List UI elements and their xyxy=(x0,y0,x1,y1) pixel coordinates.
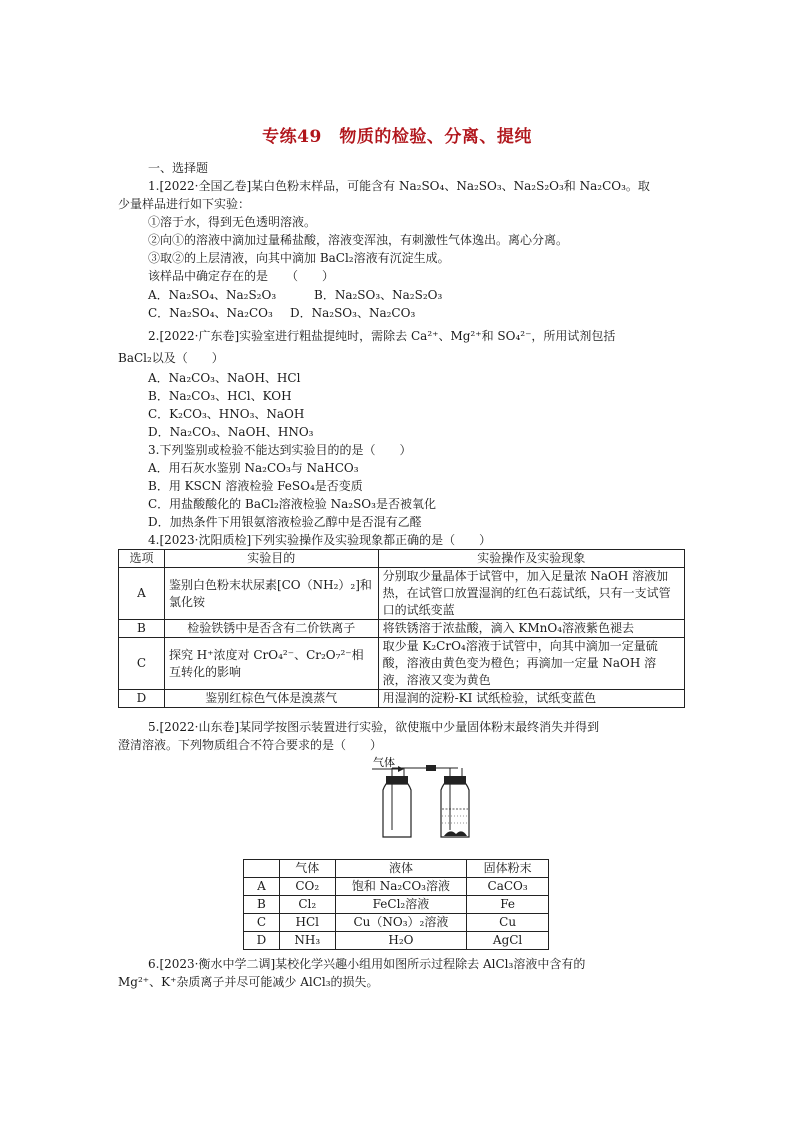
q3-option-b[interactable]: B．用 KSCN 溶液检验 FeSO₄是否变质 xyxy=(148,479,363,493)
q1-option-c[interactable]: C．Na₂SO₄、Na₂CO₃ xyxy=(148,306,273,320)
q3-option-a[interactable]: A．用石灰水鉴别 Na₂CO₃与 NaHCO₃ xyxy=(148,461,359,475)
q1-option-d[interactable]: D．Na₂SO₃、Na₂CO₃ xyxy=(290,306,416,320)
q5-row-gas: CO₂ xyxy=(279,878,335,896)
q6-stem-line1: 6.[2023·衡水中学二调]某校化学兴趣小组用如图所示过程除去 AlCl₃溶液中含有的 xyxy=(148,957,586,971)
q4-header-operation: 实验操作及实验现象 xyxy=(378,550,684,568)
q4-stem: 4.[2023·沈阳质检]下列实验操作及实验现象都正确的是（ ） xyxy=(148,533,492,547)
q2-option-a[interactable]: A．Na₂CO₃、NaOH、HCl xyxy=(148,371,301,385)
q5-row-label: C xyxy=(244,914,280,932)
q5-row-solid: Fe xyxy=(467,896,549,914)
arrow-head-icon xyxy=(398,766,404,772)
q4-row-label: C xyxy=(119,638,165,690)
q4-row-purpose: 鉴别红棕色气体是溴蒸气 xyxy=(164,690,378,708)
q1-stem-line2: 少量样品进行如下实验： xyxy=(118,197,251,211)
q6-stem-line2: Mg²⁺、K⁺杂质离子并尽可能减少 AlCl₃的损失。 xyxy=(118,975,379,989)
q1-step3: ③取②的上层清液，向其中滴加 BaCl₂溶液有沉淀生成。 xyxy=(148,251,450,265)
q5-row-c[interactable] xyxy=(244,914,549,932)
q1-stem-line1: 1.[2022·全国乙卷]某白色粉末样品，可能含有 Na₂SO₄、Na₂SO₃、Na₂S₂O₃和 Na₂CO₃。取 xyxy=(148,179,650,193)
q4-row-purpose: 探究 H⁺浓度对 CrO₄²⁻、Cr₂O₇²⁻相互转化的影响 xyxy=(164,638,378,690)
q4-row-operation: 将铁锈溶于浓盐酸，滴入 KMnO₄溶液紫色褪去 xyxy=(378,620,684,638)
q5-row-b[interactable] xyxy=(244,896,549,914)
q2-option-c[interactable]: C．K₂CO₃、HNO₃、NaOH xyxy=(148,407,305,421)
q5-row-liquid: FeCl₂溶液 xyxy=(335,896,467,914)
q4-row-label: B xyxy=(119,620,165,638)
q4-row-b[interactable] xyxy=(119,620,685,638)
q5-row-gas: Cl₂ xyxy=(279,896,335,914)
q1-option-b[interactable]: B．Na₂SO₃、Na₂S₂O₃ xyxy=(314,288,443,302)
q1-option-a[interactable]: A．Na₂SO₄、Na₂S₂O₃ xyxy=(148,288,277,302)
q2-stem-line1: 2.[2022·广东卷]实验室进行粗盐提纯时，需除去 Ca²⁺、Mg²⁺和 SO₄²⁻，所用试剂包括 xyxy=(148,329,616,343)
q4-row-operation: 分别取少量晶体于试管中，加入足量浓 NaOH 溶液加热，在试管口放置湿润的红色石蕊试纸，只有一支试管口的试纸变蓝 xyxy=(378,568,684,620)
q4-row-a[interactable] xyxy=(119,568,685,620)
q5-stem-line1: 5.[2022·山东卷]某同学按图示装置进行实验，欲使瓶中少量固体粉末最终消失并得到 xyxy=(148,720,600,734)
q4-row-operation: 取少量 K₂CrO₄溶液于试管中，向其中滴加一定量硫酸，溶液由黄色变为橙色；再滴加一定量 NaOH 溶液，溶液又变为黄色 xyxy=(378,638,684,690)
q4-row-d[interactable] xyxy=(119,690,685,708)
q2-stem-line2: BaCl₂以及（ ） xyxy=(118,351,224,365)
q4-row-label: D xyxy=(119,690,165,708)
q2-option-d[interactable]: D．Na₂CO₃、NaOH、HNO₃ xyxy=(148,425,314,439)
section-heading: 一、选择题 xyxy=(148,161,209,175)
bottle-left xyxy=(383,768,411,837)
q2-option-b[interactable]: B．Na₂CO₃、HCl、KOH xyxy=(148,389,292,403)
q5-stem-line2: 澄清溶液。下列物质组合不符合要求的是（ ） xyxy=(118,738,383,752)
q4-table xyxy=(118,549,685,708)
q5-row-liquid: 饱和 Na₂CO₃溶液 xyxy=(335,878,467,896)
q4-row-operation: 用湿润的淀粉-KI 试纸检验，试纸变蓝色 xyxy=(378,690,684,708)
q4-row-purpose: 鉴别白色粉末状尿素[CO（NH₂）₂]和氯化铵 xyxy=(164,568,378,620)
q4-row-label: A xyxy=(119,568,165,620)
q4-header-option: 选项 xyxy=(119,550,165,568)
q5-header-solid: 固体粉末 xyxy=(467,860,549,878)
q5-row-gas: NH₃ xyxy=(279,932,335,950)
q5-row-gas: HCl xyxy=(279,914,335,932)
q5-row-label: B xyxy=(244,896,280,914)
q4-header-purpose: 实验目的 xyxy=(164,550,378,568)
q3-stem: 3.下列鉴别或检验不能达到实验目的的是（ ） xyxy=(148,443,412,457)
q5-apparatus-figure xyxy=(370,754,490,842)
q5-row-liquid: Cu（NO₃）₂溶液 xyxy=(335,914,467,932)
q5-row-label: A xyxy=(244,878,280,896)
q5-row-solid: AgCl xyxy=(467,932,549,950)
page-title: 专练49 物质的检验、分离、提纯 xyxy=(262,127,532,147)
q4-row-purpose: 检验铁锈中是否含有二价铁离子 xyxy=(164,620,378,638)
q5-table xyxy=(243,859,549,950)
q3-option-c[interactable]: C．用盐酸酸化的 BaCl₂溶液检验 Na₂SO₃是否被氧化 xyxy=(148,497,436,511)
q5-row-liquid: H₂O xyxy=(335,932,467,950)
q1-step1: ①溶于水，得到无色透明溶液。 xyxy=(148,215,317,229)
q1-step2: ②向①的溶液中滴加过量稀盐酸，溶液变浑浊，有刺激性气体逸出。离心分离。 xyxy=(148,233,569,247)
q3-option-d[interactable]: D．加热条件下用银氨溶液检验乙醇中是否混有乙醛 xyxy=(148,515,422,529)
q5-row-solid: CaCO₃ xyxy=(467,878,549,896)
q5-row-label: D xyxy=(244,932,280,950)
q5-row-solid: Cu xyxy=(467,914,549,932)
gas-label: 气体 xyxy=(373,756,395,769)
q4-row-c[interactable] xyxy=(119,638,685,690)
q5-table-header xyxy=(244,860,549,878)
q5-header-gas: 气体 xyxy=(279,860,335,878)
q5-header-liquid: 液体 xyxy=(335,860,467,878)
q5-header-label xyxy=(244,860,280,878)
q5-row-d[interactable] xyxy=(244,932,549,950)
q5-row-a[interactable] xyxy=(244,878,549,896)
bottle-right xyxy=(441,768,469,837)
tube-clamp xyxy=(426,765,436,771)
q1-question: 该样品中确定存在的是 （ ） xyxy=(148,269,335,283)
q4-table-header xyxy=(119,550,685,568)
